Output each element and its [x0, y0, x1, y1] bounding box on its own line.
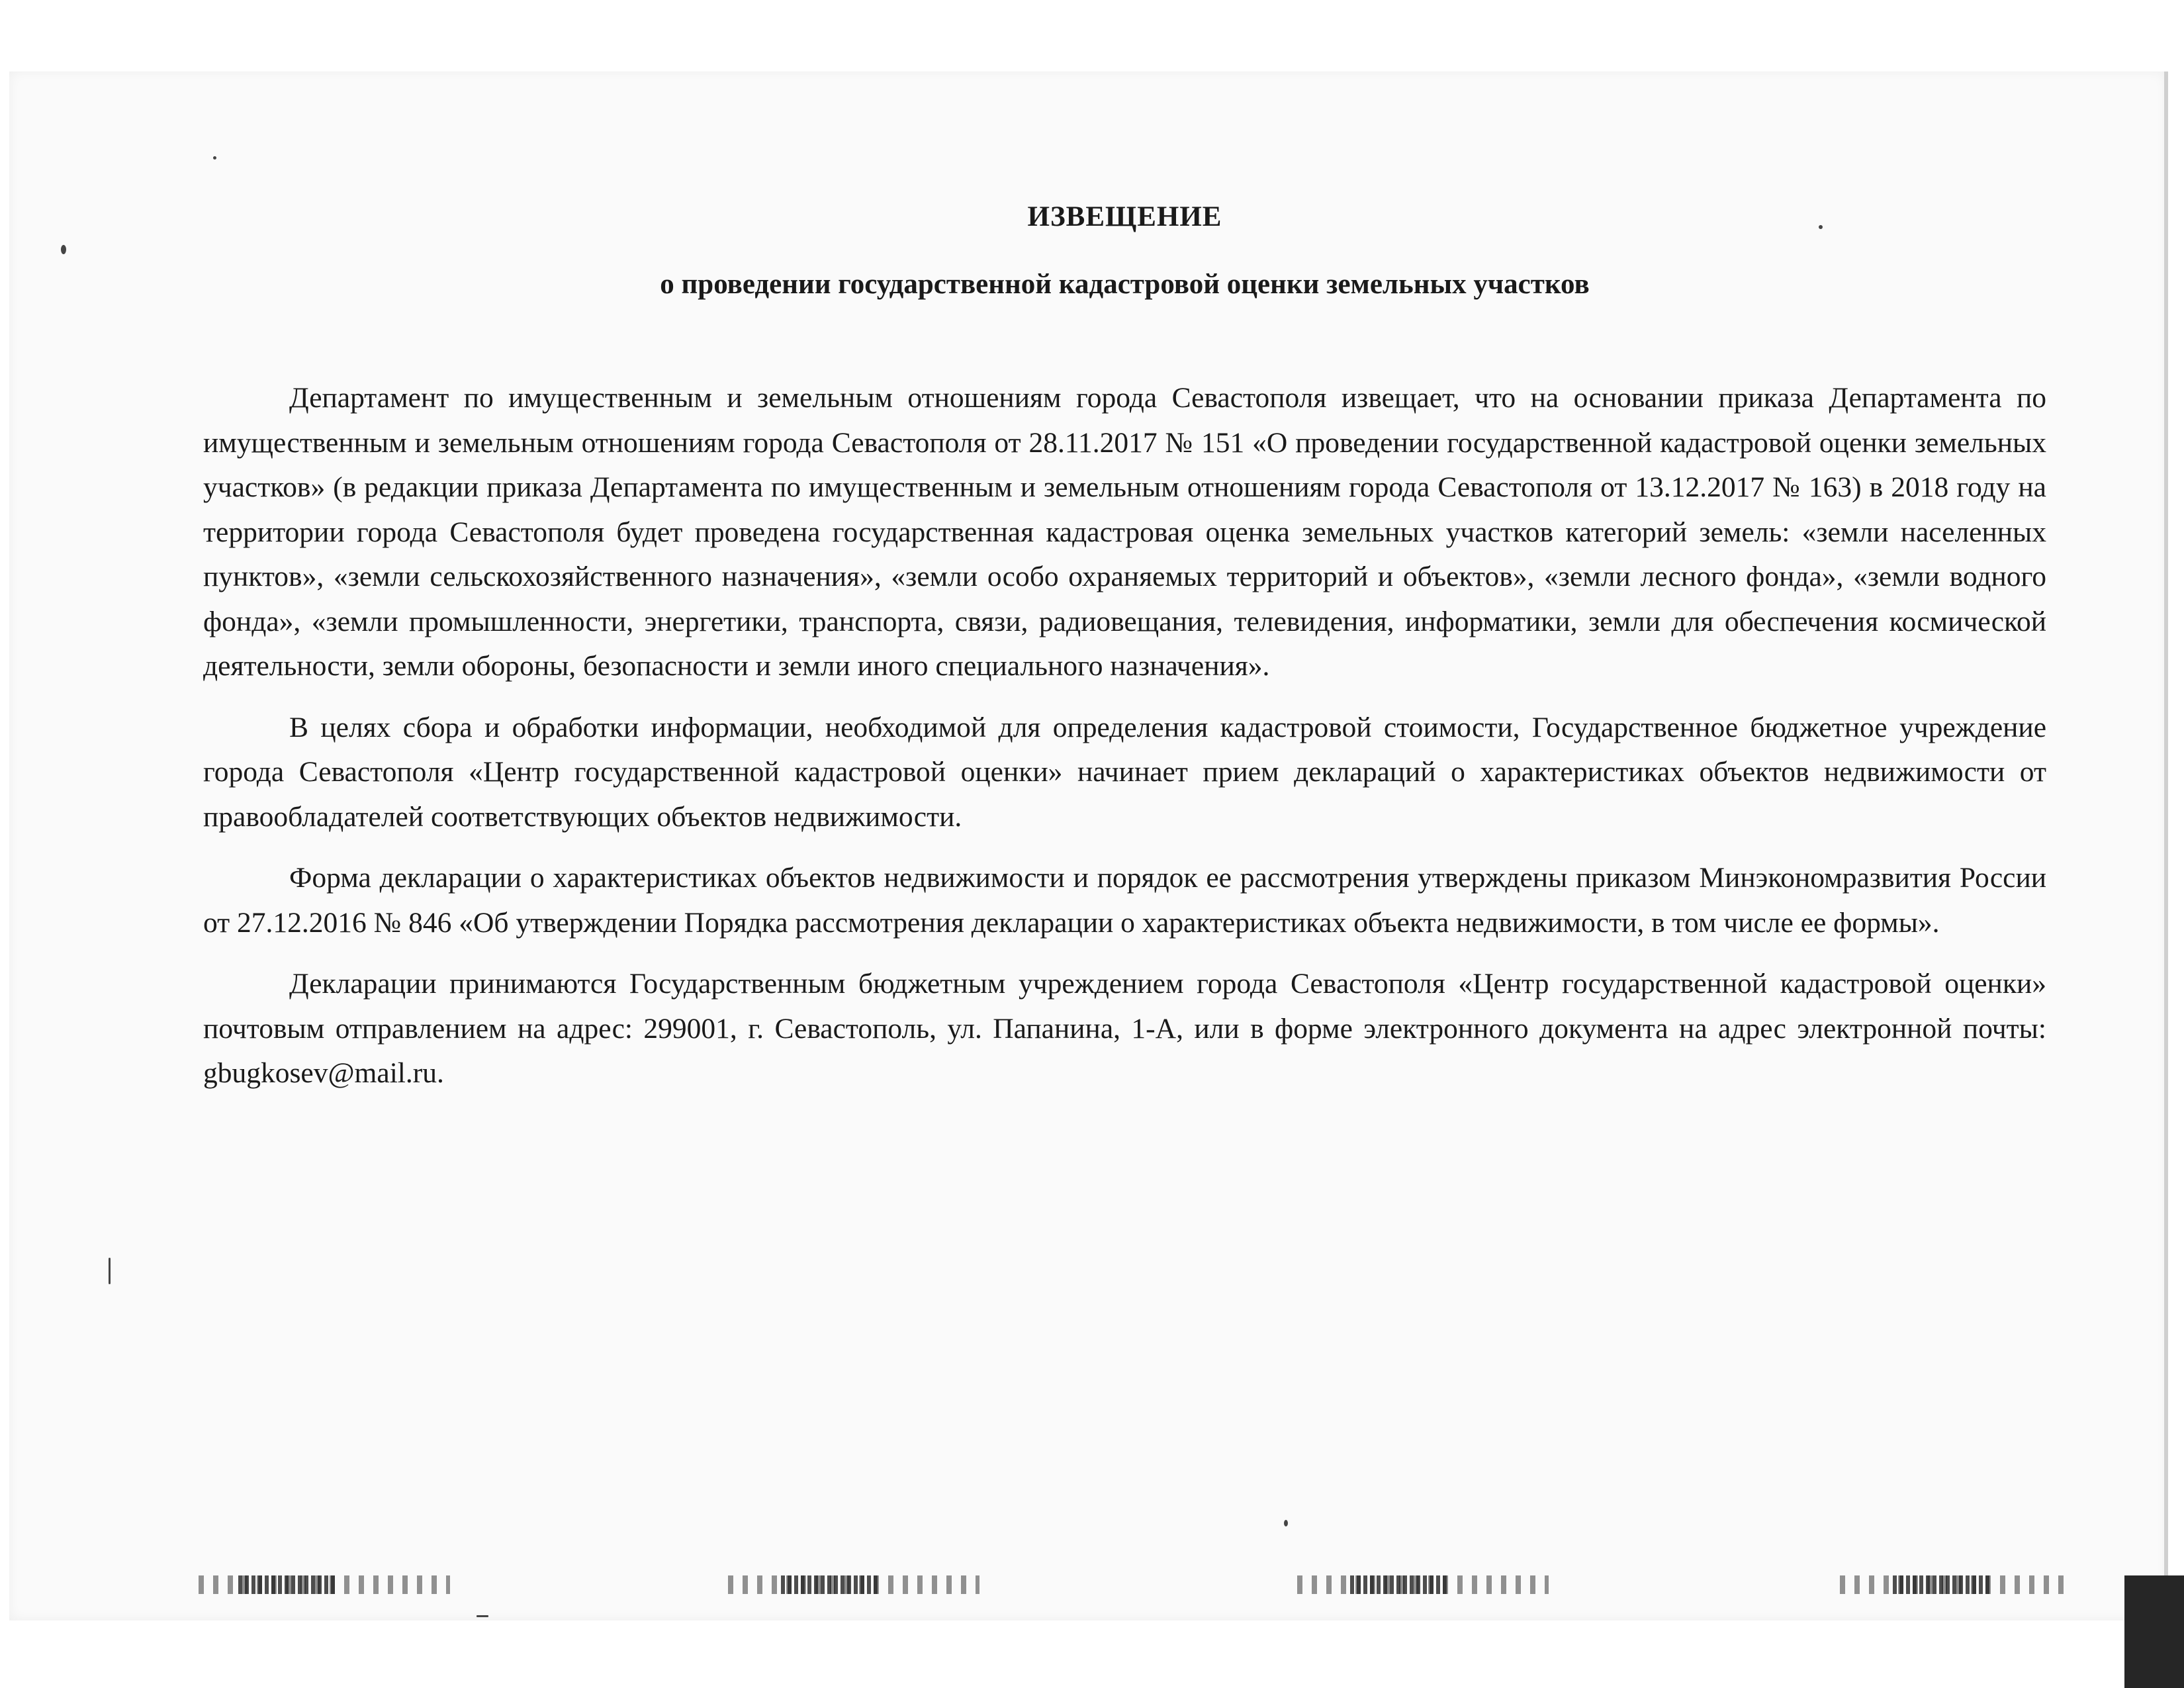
scan-artifact-line [1893, 1575, 1992, 1594]
scan-artifact-line [1350, 1575, 1449, 1594]
paragraph-1: Департамент по имущественным и земельным отношениям города Севастополя извещает, что на основании приказа Департамента по имущественным и земельным отношениям города Севастополя от 28.11.2017 № 151 «О проведении государственной кадастровой оценки земельных участков» (в редакции приказа Департамента по имущественным и земельным отношениям города Севастополя от 13.12.2017 № 163) в 2018 году на территории города Севастополя будет проведена государственная кадастровая оценка земельных участков категорий земель: «земли населенных пунктов», «земли сельскохозяйственного назначения», «земли особо охраняемых территорий и объектов», «земли лесного фонда», «земли водного фонда», «земли промышленности, энергетики, транспорта, связи, радиовещания, телевидения, информатики, земли для обеспечения космической деятельности, земли обороны, безопасности и земли иного специального назначения». [203, 382, 2046, 682]
scan-edge-right [2164, 71, 2168, 1620]
scan-speck [1819, 225, 1823, 229]
scan-artifact-line [781, 1575, 880, 1594]
scan-speck [477, 1615, 488, 1617]
paragraph-3: Форма декларации о характеристиках объектов недвижимости и порядок ее рассмотрения утверждены приказом Минэкономразвития России от 27.12.2016 № 846 «Об утверждении Порядка рассмотрения декларации о характеристиках объекта недвижимости, в том числе ее формы». [203, 862, 2046, 939]
document-title: ИЗВЕЩЕНИЕ [1027, 201, 1222, 232]
scan-edge-corner [2124, 1575, 2184, 1688]
document-subtitle: о проведении государственной кадастровой оценки земельных участков [660, 269, 1590, 300]
scan-speck [213, 156, 216, 160]
scan-artifact-line [238, 1575, 338, 1594]
paragraph-4: Декларации принимаются Государственным бюджетным учреждением города Севастополя «Центр государственной кадастровой оценки» почтовым отправлением на адрес: 299001, г. Севастополь, ул. Папанина, 1-А, или в форме электронного документа на адрес электронной почты: gbugkosev@mail.ru. [203, 968, 2046, 1089]
paragraph-2: В целях сбора и обработки информации, необходимой для определения кадастровой стоимости, Государственное бюджетное учреждение города Севастополя «Центр государственной кадастровой оценки» начинает прием деклараций о характеристиках объектов недвижимости от правообладателей соответствующих объектов недвижимости. [203, 711, 2046, 833]
scan-speck [1284, 1520, 1288, 1526]
scan-speck [61, 245, 66, 254]
document-body [203, 376, 2046, 1096]
document [203, 199, 2046, 1113]
scan-speck [109, 1258, 111, 1284]
